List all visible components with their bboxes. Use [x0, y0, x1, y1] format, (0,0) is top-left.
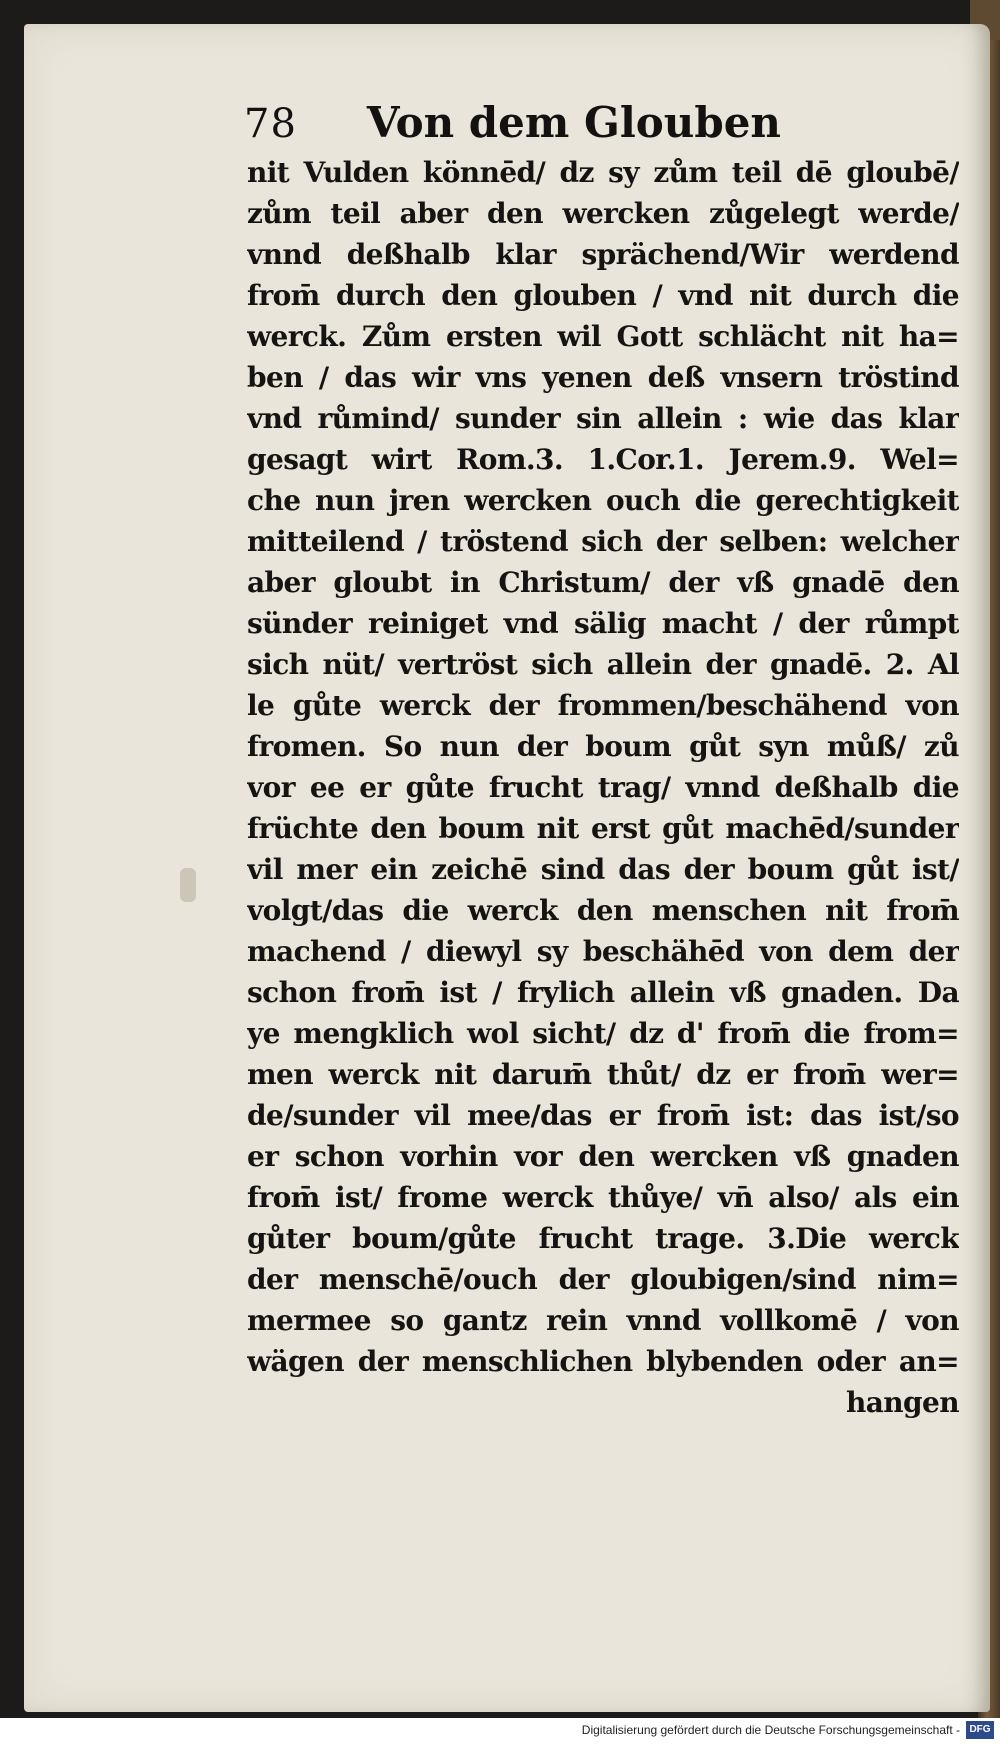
- text-line: machend / diewyl sy beschähēd von dem der: [247, 935, 959, 968]
- text-line: vnnd deßhalb klar sprächend/Wir werdend: [247, 238, 959, 271]
- text-line: werck. Zům ersten wil Gott schlächt nit ha=: [247, 320, 959, 353]
- text-line: from̄ ist/ frome werck thůye/ vn̄ also/ als ein: [247, 1181, 959, 1214]
- text-line: from̄ durch den glouben / vnd nit durch die: [247, 279, 959, 312]
- text-line: sich nüt/ vertröst sich allein der gnadē. 2. Al: [247, 648, 959, 681]
- text-line: de/sunder vil mee/das er from̄ ist: das ist/so: [247, 1099, 959, 1132]
- text-line: nit Vulden könnēd/ dz sy zům teil dē gloubē/: [247, 156, 959, 189]
- text-line: aber gloubt in Christum/ der vß gnadē den: [247, 566, 959, 599]
- text-line: ben / das wir vns yenen deß vnsern tröstind: [247, 361, 959, 394]
- text-line: mermee so gantz rein vnnd vollkomē / von: [247, 1304, 959, 1337]
- text-line: fromen. So nun der boum gůt syn můß/ zů: [247, 730, 959, 763]
- text-line: gůter boum/gůte frucht trage. 3.Die werck: [247, 1222, 959, 1255]
- text-line: men werck nit darum̄ thůt/ dz er from̄ wer=: [247, 1058, 959, 1091]
- catchword: hangen: [845, 1386, 959, 1419]
- text-line: vor ee er gůte frucht trag/ vnnd deßhalb die: [247, 771, 959, 804]
- text-line: volgt/das die werck den menschen nit from̄: [247, 894, 959, 927]
- text-line: ye mengklich wol sicht/ dz d' from̄ die from=: [247, 1017, 959, 1050]
- text-line: vil mer ein zeichē sind das der boum gůt ist/: [247, 853, 959, 886]
- dfg-logo: DFG: [966, 1721, 994, 1739]
- text-line: zům teil aber den wercken zůgelegt werde/: [247, 197, 959, 230]
- running-head: [244, 98, 884, 150]
- text-line: sünder reiniget vnd sälig macht / der růmpt: [247, 607, 959, 640]
- page-smudge: [180, 868, 196, 902]
- text-line: schon from̄ ist / frylich allein vß gnaden. Da: [247, 976, 959, 1009]
- text-line: le gůte werck der frommen/beschähend von: [247, 689, 959, 722]
- text-line: gesagt wirt Rom.3. 1.Cor.1. Jerem.9. Wel=: [247, 443, 959, 476]
- text-line: mitteilend / tröstend sich der selben: welcher: [247, 525, 959, 558]
- text-block: [247, 152, 959, 1423]
- funding-credit: Digitalisierung gefördert durch die Deutsche Forschungsgemeinschaft -: [581, 1723, 960, 1737]
- text-line: der menschē/ouch der gloubigen/sind nim=: [247, 1263, 959, 1296]
- text-line: früchte den boum nit erst gůt machēd/sunder: [247, 812, 959, 845]
- text-line: wägen der menschlichen blybenden oder an=: [247, 1345, 959, 1378]
- text-line: vnd růmind/ sunder sin allein : wie das klar: [247, 402, 959, 435]
- page-number: 78: [244, 101, 297, 147]
- running-title: Von dem Glouben: [366, 98, 781, 147]
- text-line: che nun jren wercken ouch die gerechtigkeit: [247, 484, 959, 517]
- text-line: er schon vorhin vor den wercken vß gnaden: [247, 1140, 959, 1173]
